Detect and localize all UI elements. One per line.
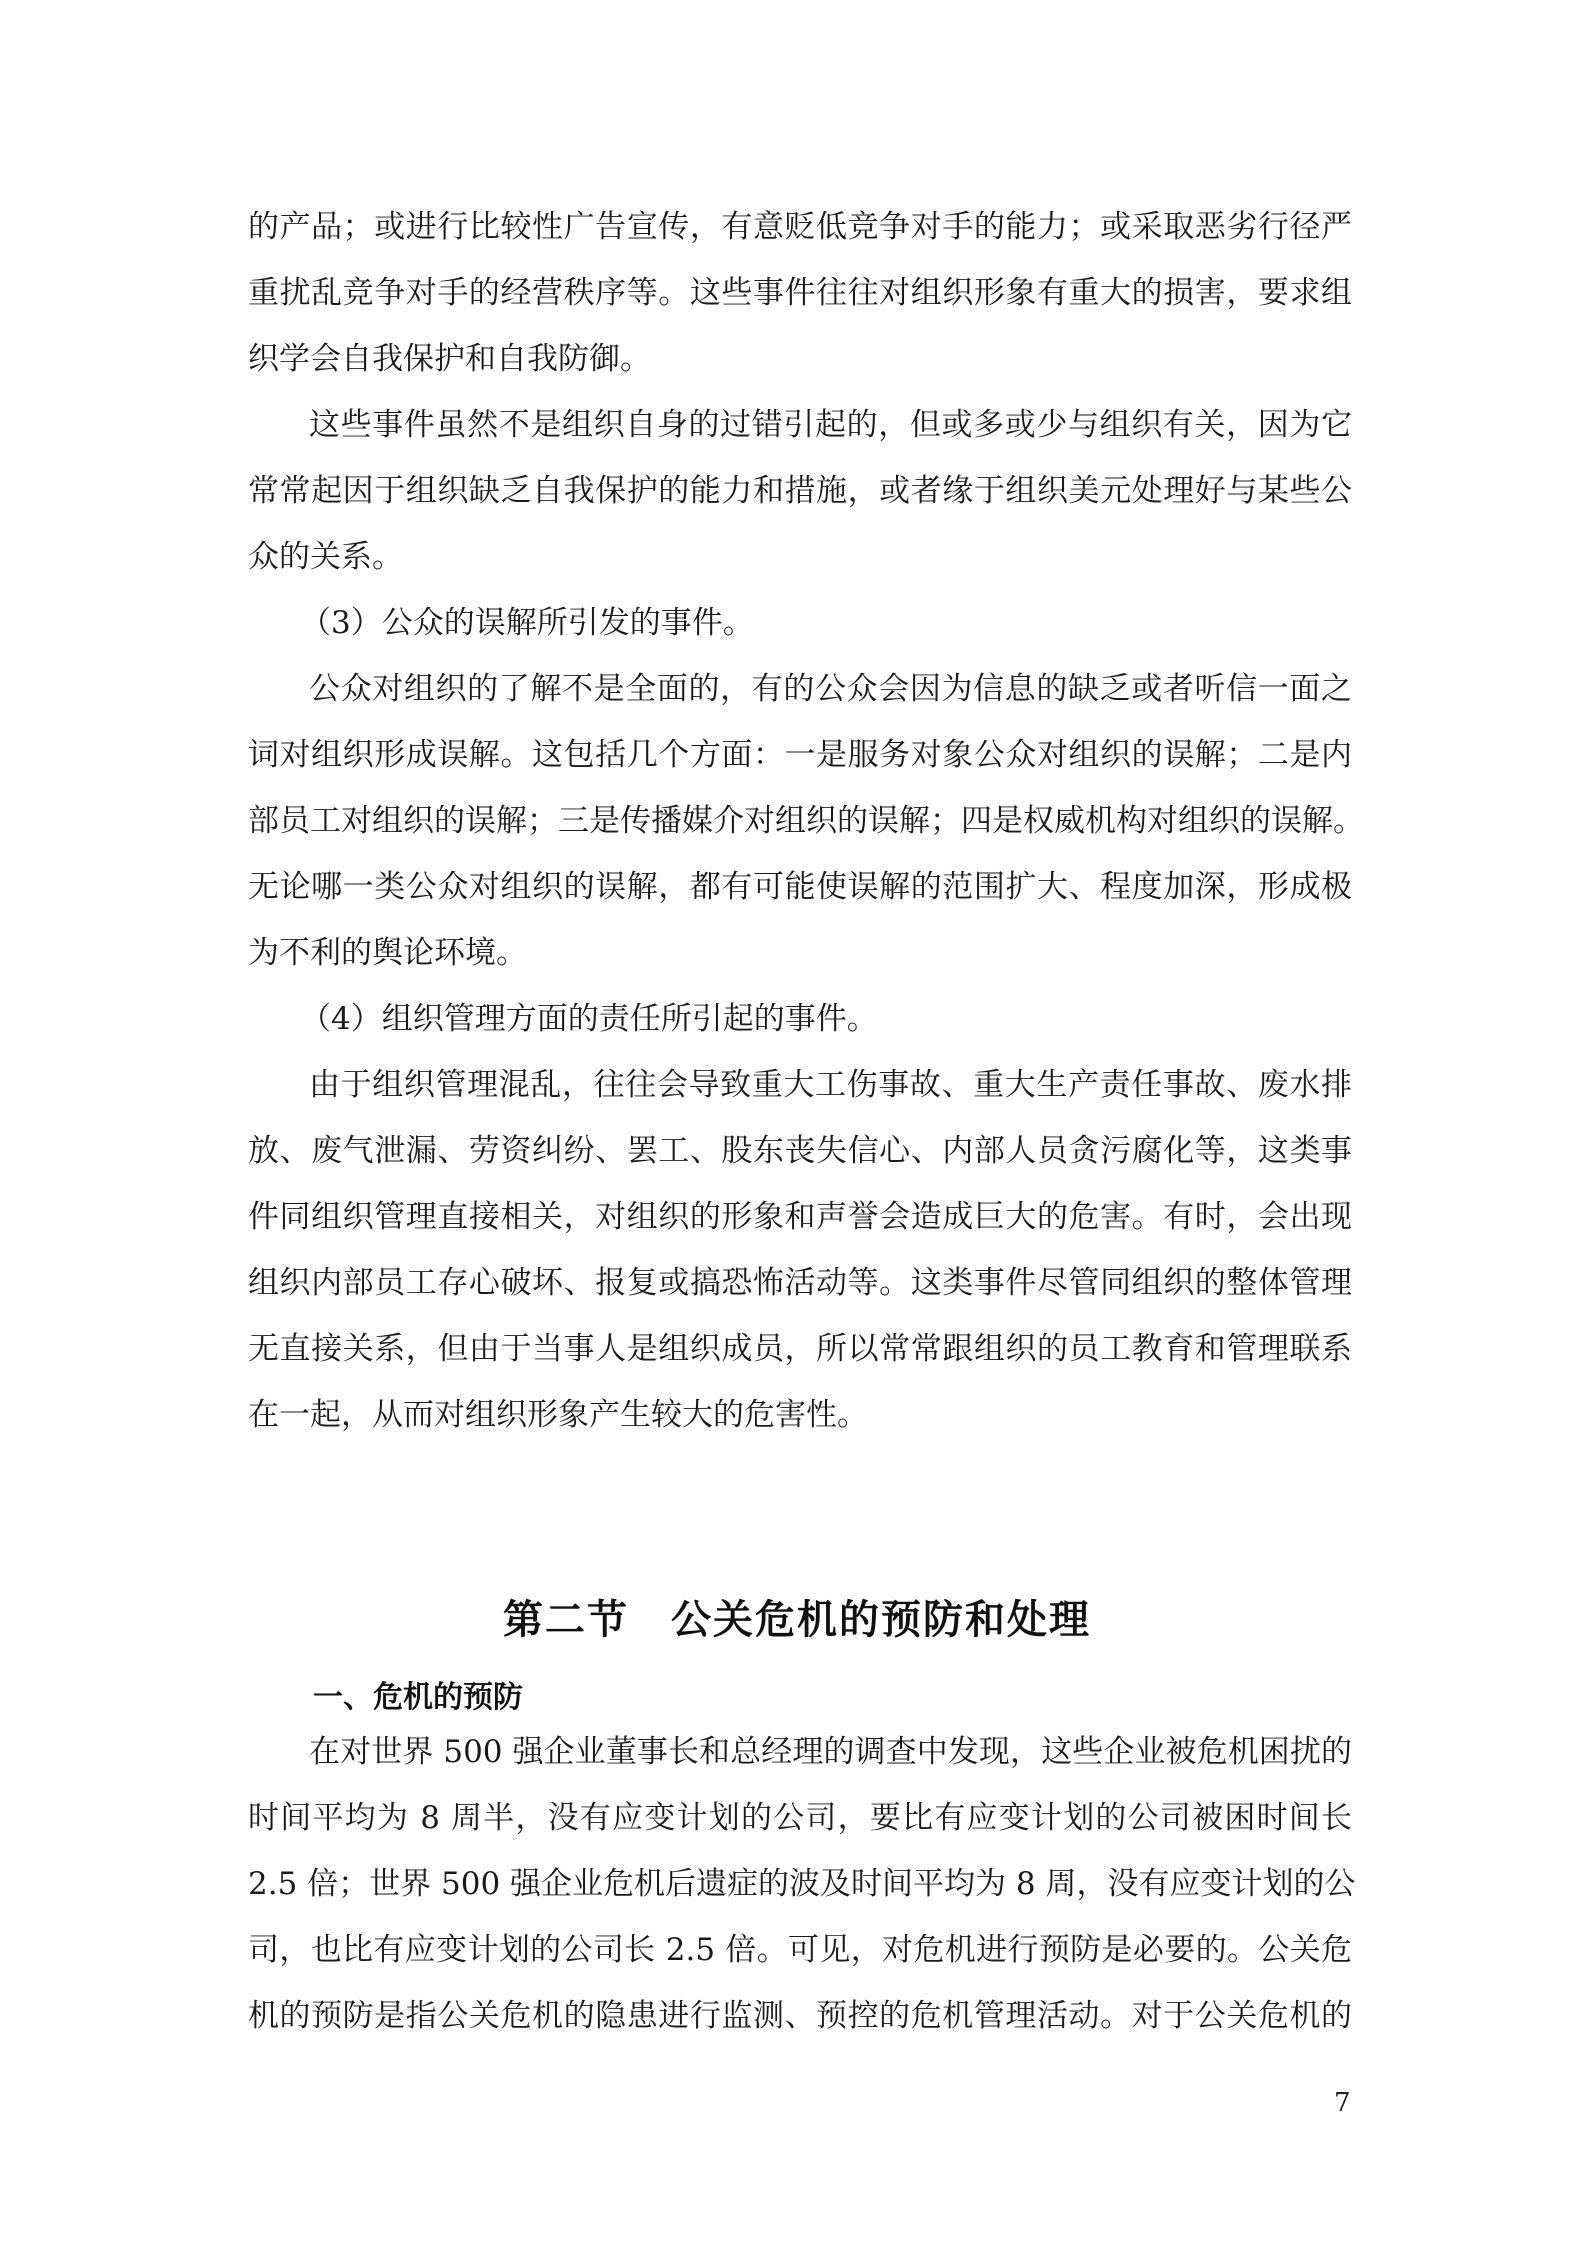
text-line-content: 为不利的舆论环境。 [248, 935, 527, 971]
text-line-content: 机的预防是指公关危机的隐患进行监测、预控的危机管理活动。对于公关危机的 [248, 1998, 1352, 2034]
page-number: 7 [1334, 2088, 1351, 2118]
text-line-content: 常常起因于组织缺乏自我保护的能力和措施，或者缘于组织美元处理好与某些公 [248, 473, 1352, 509]
text-line-content: 放、废气泄漏、劳资纠纷、罢工、股东丧失信心、内部人员贪污腐化等，这类事 [248, 1133, 1352, 1169]
text-line-content: 2.5 倍；世界 500 强企业危机后遗症的波及时间平均为 8 周，没有应变计划的公 [248, 1866, 1356, 1902]
text-line-content: 这些事件虽然不是组织自身的过错引起的，但或多或少与组织有关，因为它 [309, 407, 1352, 443]
text-line-content: 件同组织管理直接相关，对组织的形象和声誉会造成巨大的危害。有时，会出现 [248, 1199, 1352, 1235]
text-line-content: （4）组织管理方面的责任所引起的事件。 [300, 1001, 878, 1037]
text-line-content: 织学会自我保护和自我防御。 [248, 341, 651, 377]
text-line-content: 无直接关系，但由于当事人是组织成员，所以常常跟组织的员工教育和管理联系 [248, 1331, 1352, 1367]
text-line-content: 众的关系。 [248, 539, 403, 575]
text-line-content: 无论哪一类公众对组织的误解，都有可能使误解的范围扩大、程度加深，形成极 [248, 869, 1352, 905]
text-line-content: 在对世界 500 强企业董事长和总经理的调查中发现，这些企业被危机困扰的 [309, 1734, 1352, 1770]
text-line-content: 由于组织管理混乱，往往会导致重大工伤事故、重大生产责任事故、废水排 [309, 1067, 1352, 1103]
text-line-content: 组织内部员工存心破坏、报复或搞恐怖活动等。这类事件尽管同组织的整体管理 [248, 1265, 1352, 1301]
text-line-content: 时间平均为 8 周半，没有应变计划的公司，要比有应变计划的公司被困时间长 [248, 1800, 1352, 1836]
text-line-content: 部员工对组织的误解；三是传播媒介对组织的误解；四是权威机构对组织的误解。 [248, 803, 1364, 839]
text-line-content: 在一起，从而对组织形象产生较大的危害性。 [248, 1397, 868, 1433]
text-line-content: 公众对组织的了解不是全面的，有的公众会因为信息的缺乏或者听信一面之 [309, 671, 1352, 707]
text-line-content: 重扰乱竞争对手的经营秩序等。这些事件往往对组织形象有重大的损害，要求组 [248, 275, 1352, 311]
text-line-content: 司，也比有应变计划的公司长 2.5 倍。可见，对危机进行预防是必要的。公关危 [248, 1932, 1352, 1968]
text-line-content: （3）公众的误解所引发的事件。 [300, 605, 754, 641]
section-title: 第二节 公关危机的预防和处理 [503, 1597, 1091, 1643]
text-line-content: 词对组织形成误解。这包括几个方面：一是服务对象公众对组织的误解；二是内 [248, 737, 1352, 773]
text-line-content: 的产品；或进行比较性广告宣传，有意贬低竞争对手的能力；或采取恶劣行径严 [248, 209, 1352, 245]
sub-heading: 一、危机的预防 [313, 1680, 523, 1715]
